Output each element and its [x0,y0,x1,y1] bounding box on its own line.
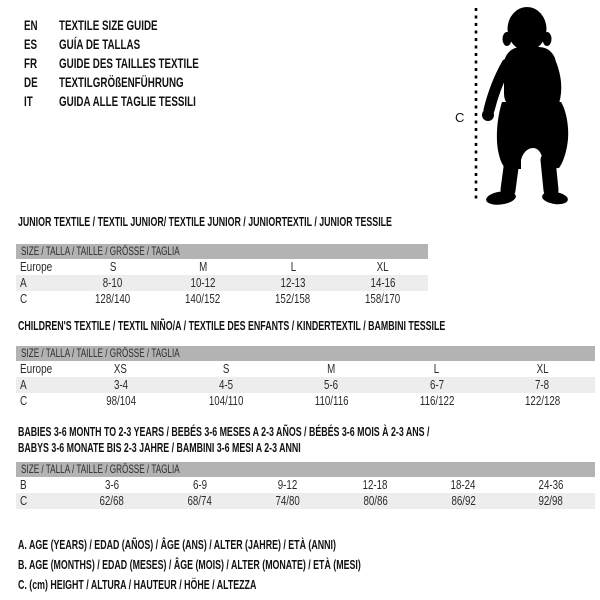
cell-text: S [109,260,117,274]
cell-text: 6-9 [192,478,207,492]
cell-text: XL [536,362,549,376]
section-title-text: BABIES 3-6 MONTH TO 2-3 YEARS / BEBÉS 3-6 MESES A 2-3 AÑOS / BÉBÉS 3-6 MOIS À 2-3 ANS / [18,424,430,439]
language-code: FR [24,55,38,71]
size-cell [158,291,248,307]
row-label-cell [16,377,68,393]
language-label-wrap [59,54,259,73]
row-label-cell [16,275,68,291]
cell-text: 92/98 [538,494,564,508]
size-cell [248,275,338,291]
size-cell [419,477,507,493]
size-cell [173,361,278,377]
language-code-wrap [24,54,59,73]
cell-text: 128/140 [95,292,131,306]
baby-height-figure [452,2,592,208]
cell-text: 80/86 [363,494,388,508]
cell-text: 68/74 [187,494,212,508]
table-row [16,393,595,409]
size-cell [244,493,332,509]
language-label: GUÍA DE TALLAS [59,36,141,52]
table-header-label: SIZE / TALLA / TAILLE / GRÖSSE / TAGLIA [21,244,180,258]
cell-text: L [434,362,440,376]
cell-text: 74/80 [275,494,300,508]
size-cell [331,477,419,493]
cell-text: 104/110 [208,394,244,408]
row-label-cell [16,291,68,307]
cell-text: Europe [20,260,53,274]
legend-line [18,555,522,575]
language-code-wrap [24,73,59,92]
cell-text: 10-12 [190,276,216,290]
language-label: GUIDA ALLE TAGLIE TESSILI [59,93,196,109]
table-row [16,361,595,377]
legend-text: B. AGE (MONTHS) / EDAD (MESES) / ÂGE (MOIS) / ALTER (MONATE) / ETÀ (MESI) [18,557,361,572]
cell-text: C [20,394,28,408]
size-cell [384,361,489,377]
language-code: DE [24,74,38,90]
cell-text: 140/152 [185,292,221,306]
row-label-cell [16,493,68,509]
baby-silhouette-icon [482,7,569,207]
table-header-bar [16,462,595,477]
cell-text: 12-18 [362,478,388,492]
cell-text: 62/68 [99,494,125,508]
cell-text: 6-7 [429,378,444,392]
language-code: IT [24,93,33,109]
table-header-label: SIZE / TALLA / TAILLE / GRÖSSE / TAGLIA [21,462,180,476]
size-cell [244,477,332,493]
table-row [16,477,595,493]
cell-text: C [20,494,28,508]
table-header-bar [16,346,595,361]
cell-text: 5-6 [324,378,339,392]
legend-text: C. (cm) HEIGHT / ALTURA / HAUTEUR / HÖHE / ALTEZZA [18,577,257,592]
cell-text: 12-13 [280,276,306,290]
cell-text: B [20,478,27,492]
section-title-line [18,214,568,230]
size-cell [68,493,156,509]
cell-text: Europe [20,362,53,376]
size-cell [507,493,595,509]
language-label-wrap [59,35,175,54]
cell-text: 7-8 [535,378,550,392]
cell-text: C [20,292,28,306]
size-table-children [16,346,595,409]
size-cell [68,377,173,393]
size-cell [68,291,158,307]
language-code: ES [24,36,38,52]
cell-text: XL [377,260,389,274]
cell-text: L [290,260,296,274]
language-row [24,54,259,73]
section-title [18,424,600,456]
cell-text: 24-36 [538,478,564,492]
cell-text: 122/128 [524,394,560,408]
size-cell [68,275,158,291]
language-label: TEXTILE SIZE GUIDE [59,17,158,33]
size-cell [158,275,248,291]
section-title-line [18,440,600,456]
cell-text: 110/116 [314,394,349,408]
legend-line [18,535,522,555]
size-cell [490,377,595,393]
table-row [16,275,428,291]
size-cell [419,493,507,509]
section-title [18,318,600,334]
height-label-c: C [455,110,465,125]
size-cell [279,377,384,393]
legend [18,535,522,595]
language-label-wrap [59,92,254,111]
cell-text: 4-5 [219,378,234,392]
size-cell [158,259,248,275]
language-row [24,35,259,54]
legend-line [18,575,522,595]
language-row [24,92,259,111]
language-label: GUIDE DES TAILLES TEXTILE [59,55,199,71]
language-row [24,73,259,92]
table-row [16,493,595,509]
table-row [16,377,595,393]
size-cell [68,361,173,377]
language-label-wrap [59,16,200,35]
size-table-junior [16,244,428,307]
section-title-text: BABYS 3-6 MONATE BIS 2-3 JAHRE / BAMBINI 3-6 MESI A 2-3 ANNI [18,440,301,455]
row-label-cell [16,393,68,409]
size-cell [338,275,428,291]
section-title-text: JUNIOR TEXTILE / TEXTIL JUNIOR/ TEXTILE JUNIOR / JUNIORTEXTIL / JUNIOR TESSILE [18,214,392,229]
size-cell [279,361,384,377]
cell-text: 14-16 [370,276,396,290]
size-cell [248,259,338,275]
table-row [16,291,428,307]
table-row [16,259,428,275]
cell-text: 98/104 [105,394,136,408]
section-title-line [18,318,600,334]
size-cell [173,393,278,409]
language-list [24,16,259,111]
size-cell [331,493,419,509]
cell-text: 9-12 [277,478,298,492]
cell-text: 3-4 [113,378,128,392]
size-cell [156,477,244,493]
legend-text: A. AGE (YEARS) / EDAD (AÑOS) / ÂGE (ANS) / ALTER (JAHRE) / ETÀ (ANNI) [18,537,336,552]
size-cell [384,377,489,393]
section-title-line [18,424,600,440]
language-label: TEXTILGRÖßENFÜHRUNG [59,74,184,90]
cell-text: 152/158 [275,292,311,306]
language-label-wrap [59,73,237,92]
cell-text: A [20,378,27,392]
row-label-cell [16,259,68,275]
size-cell [490,361,595,377]
cell-text: 116/122 [419,394,455,408]
language-code-wrap [24,92,59,111]
section-title [18,214,568,230]
language-code-wrap [24,16,59,35]
size-cell [68,477,156,493]
size-cell [490,393,595,409]
cell-text: 158/170 [365,292,401,306]
cell-text: S [222,362,230,376]
size-cell [338,291,428,307]
size-cell [338,259,428,275]
size-cell [68,393,173,409]
cell-text: M [327,362,336,376]
size-cell [384,393,489,409]
table-header-bar [16,244,428,259]
row-label-cell [16,361,68,377]
row-label-cell [16,477,68,493]
cell-text: 3-6 [104,478,119,492]
cell-text: 18-24 [450,478,476,492]
size-cell [156,493,244,509]
table-header-label: SIZE / TALLA / TAILLE / GRÖSSE / TAGLIA [21,346,180,360]
size-cell [68,259,158,275]
section-title-text: CHILDREN'S TEXTILE / TEXTIL NIÑO/A / TEXTILE DES ENFANTS / KINDERTEXTIL / BAMBINI TESSILE [18,318,446,333]
language-code: EN [24,17,38,33]
size-cell [173,377,278,393]
size-cell [507,477,595,493]
cell-text: 8-10 [103,276,123,290]
cell-text: M [198,260,208,274]
size-table-babies [16,462,595,509]
size-cell [248,291,338,307]
language-row [24,16,259,35]
cell-text: XS [114,362,128,376]
cell-text: A [20,276,27,290]
language-code-wrap [24,35,59,54]
size-cell [279,393,384,409]
cell-text: 86/92 [451,494,476,508]
